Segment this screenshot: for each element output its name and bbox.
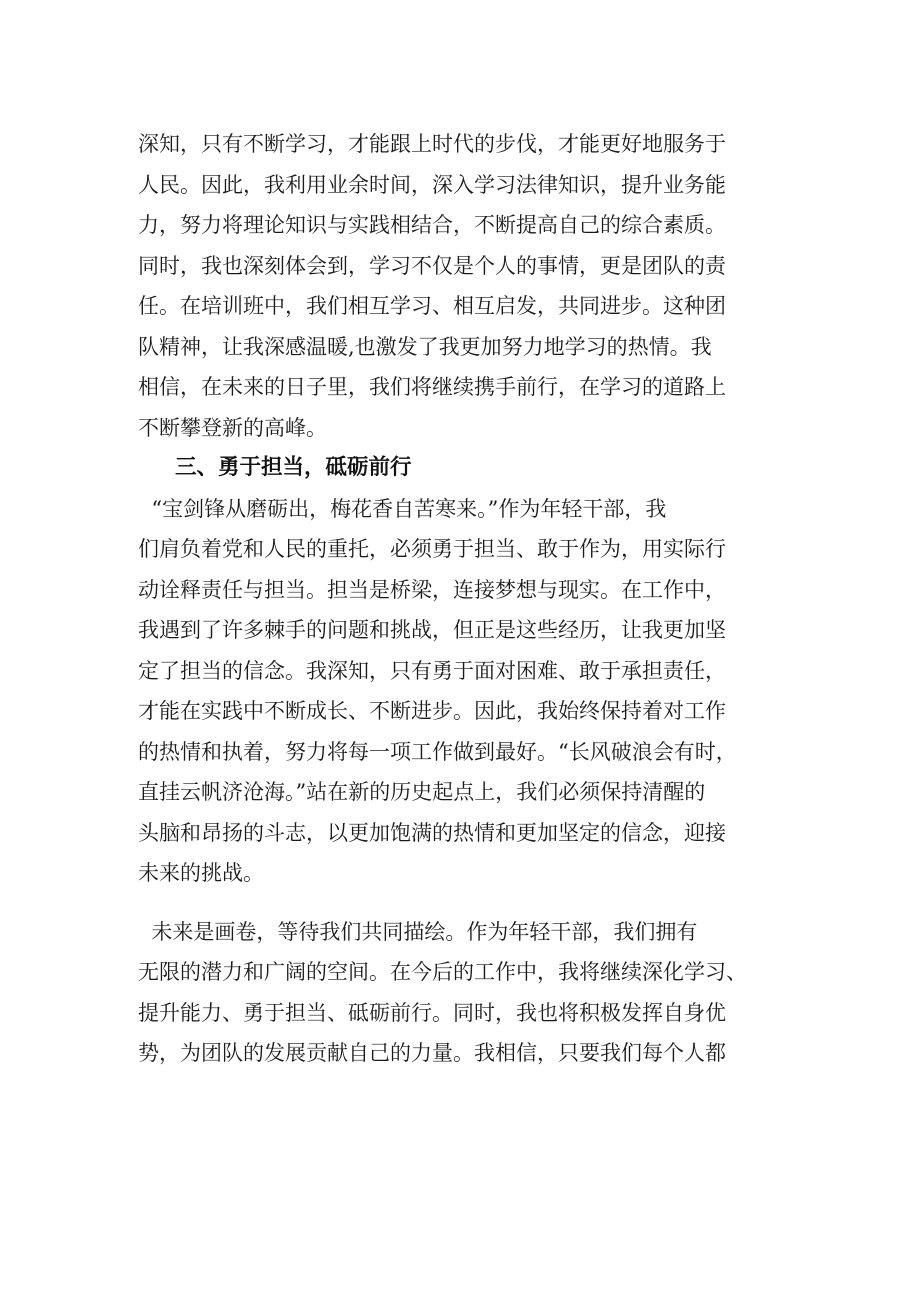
paragraph-line: 头脑和昂扬的斗志，以更加饱满的热情和更加坚定的信念，迎接 [138,820,726,845]
paragraph-line: 同时，我也深刻体会到，学习不仅是个人的事情，更是团队的责 [138,253,726,278]
paragraph-line: 人民。因此，我利用业余时间，深入学习法律知识，提升业务能 [138,172,726,197]
paragraph-line: 动诠释责任与担当。担当是桥梁，连接梦想与现实。在工作中， [138,577,726,602]
paragraph-2 [138,489,802,894]
paragraph-line: 提升能力、勇于担当、砥砺前行。同时，我也将积极发挥自身优 [138,1000,726,1025]
paragraph-line: 直挂云帆济沧海。”站在新的历史起点上，我们必须保持清醒的 [138,780,706,804]
paragraph-spacer [138,894,802,912]
paragraph-line: 不断攀登新的高峰。 [138,415,327,440]
paragraph-line: 的热情和执着，努力将每一项工作做到最好。“长风破浪会有时， [138,739,737,764]
paragraph-1 [138,124,802,448]
paragraph-line: 我遇到了许多棘手的问题和挑战，但正是这些经历，让我更加坚 [138,618,726,642]
paragraph-line: 才能在实践中不断成长、不断进步。因此，我始终保持着对工作 [138,699,726,723]
paragraph-line: 势，为团队的发展贡献自己的力量。我相信，只要我们每个人都 [138,1041,726,1065]
paragraph-line: 无限的潜力和广阔的空间。在今后的工作中，我将继续深化学习、 [138,960,747,984]
paragraph-line: 力，努力将理论知识与实践相结合，不断提高自己的综合素质。 [138,213,726,237]
paragraph-3 [138,912,802,1074]
paragraph-line: 们肩负着党和人民的重托，必须勇于担当、敢于作为，用实际行 [138,537,726,561]
section-heading: 三、勇于担当，砥砺前行 [175,455,412,480]
paragraph-line: 队精神，让我深感温暖,也激发了我更加努力地学习的热情。我 [138,334,712,359]
paragraph-line: 未来的挑战。 [138,861,264,885]
paragraph-line: 相信，在未来的日子里，我们将继续携手前行，在学习的道路上 [138,375,726,399]
paragraph-line: 深知，只有不断学习，才能跟上时代的步伐，才能更好地服务于 [138,132,726,156]
paragraph-line: “宝剑锋从磨砺出，梅花香自苦寒来。”作为年轻干部，我 [138,496,667,521]
paragraph-line: 未来是画卷，等待我们共同描绘。作为年轻干部，我们拥有 [138,919,698,944]
paragraph-line: 任。在培训班中，我们相互学习、相互启发，共同进步。这种团 [138,294,726,318]
document-body [138,124,802,1074]
paragraph-line: 定了担当的信念。我深知，只有勇于面对困难、敢于承担责任， [138,658,726,683]
